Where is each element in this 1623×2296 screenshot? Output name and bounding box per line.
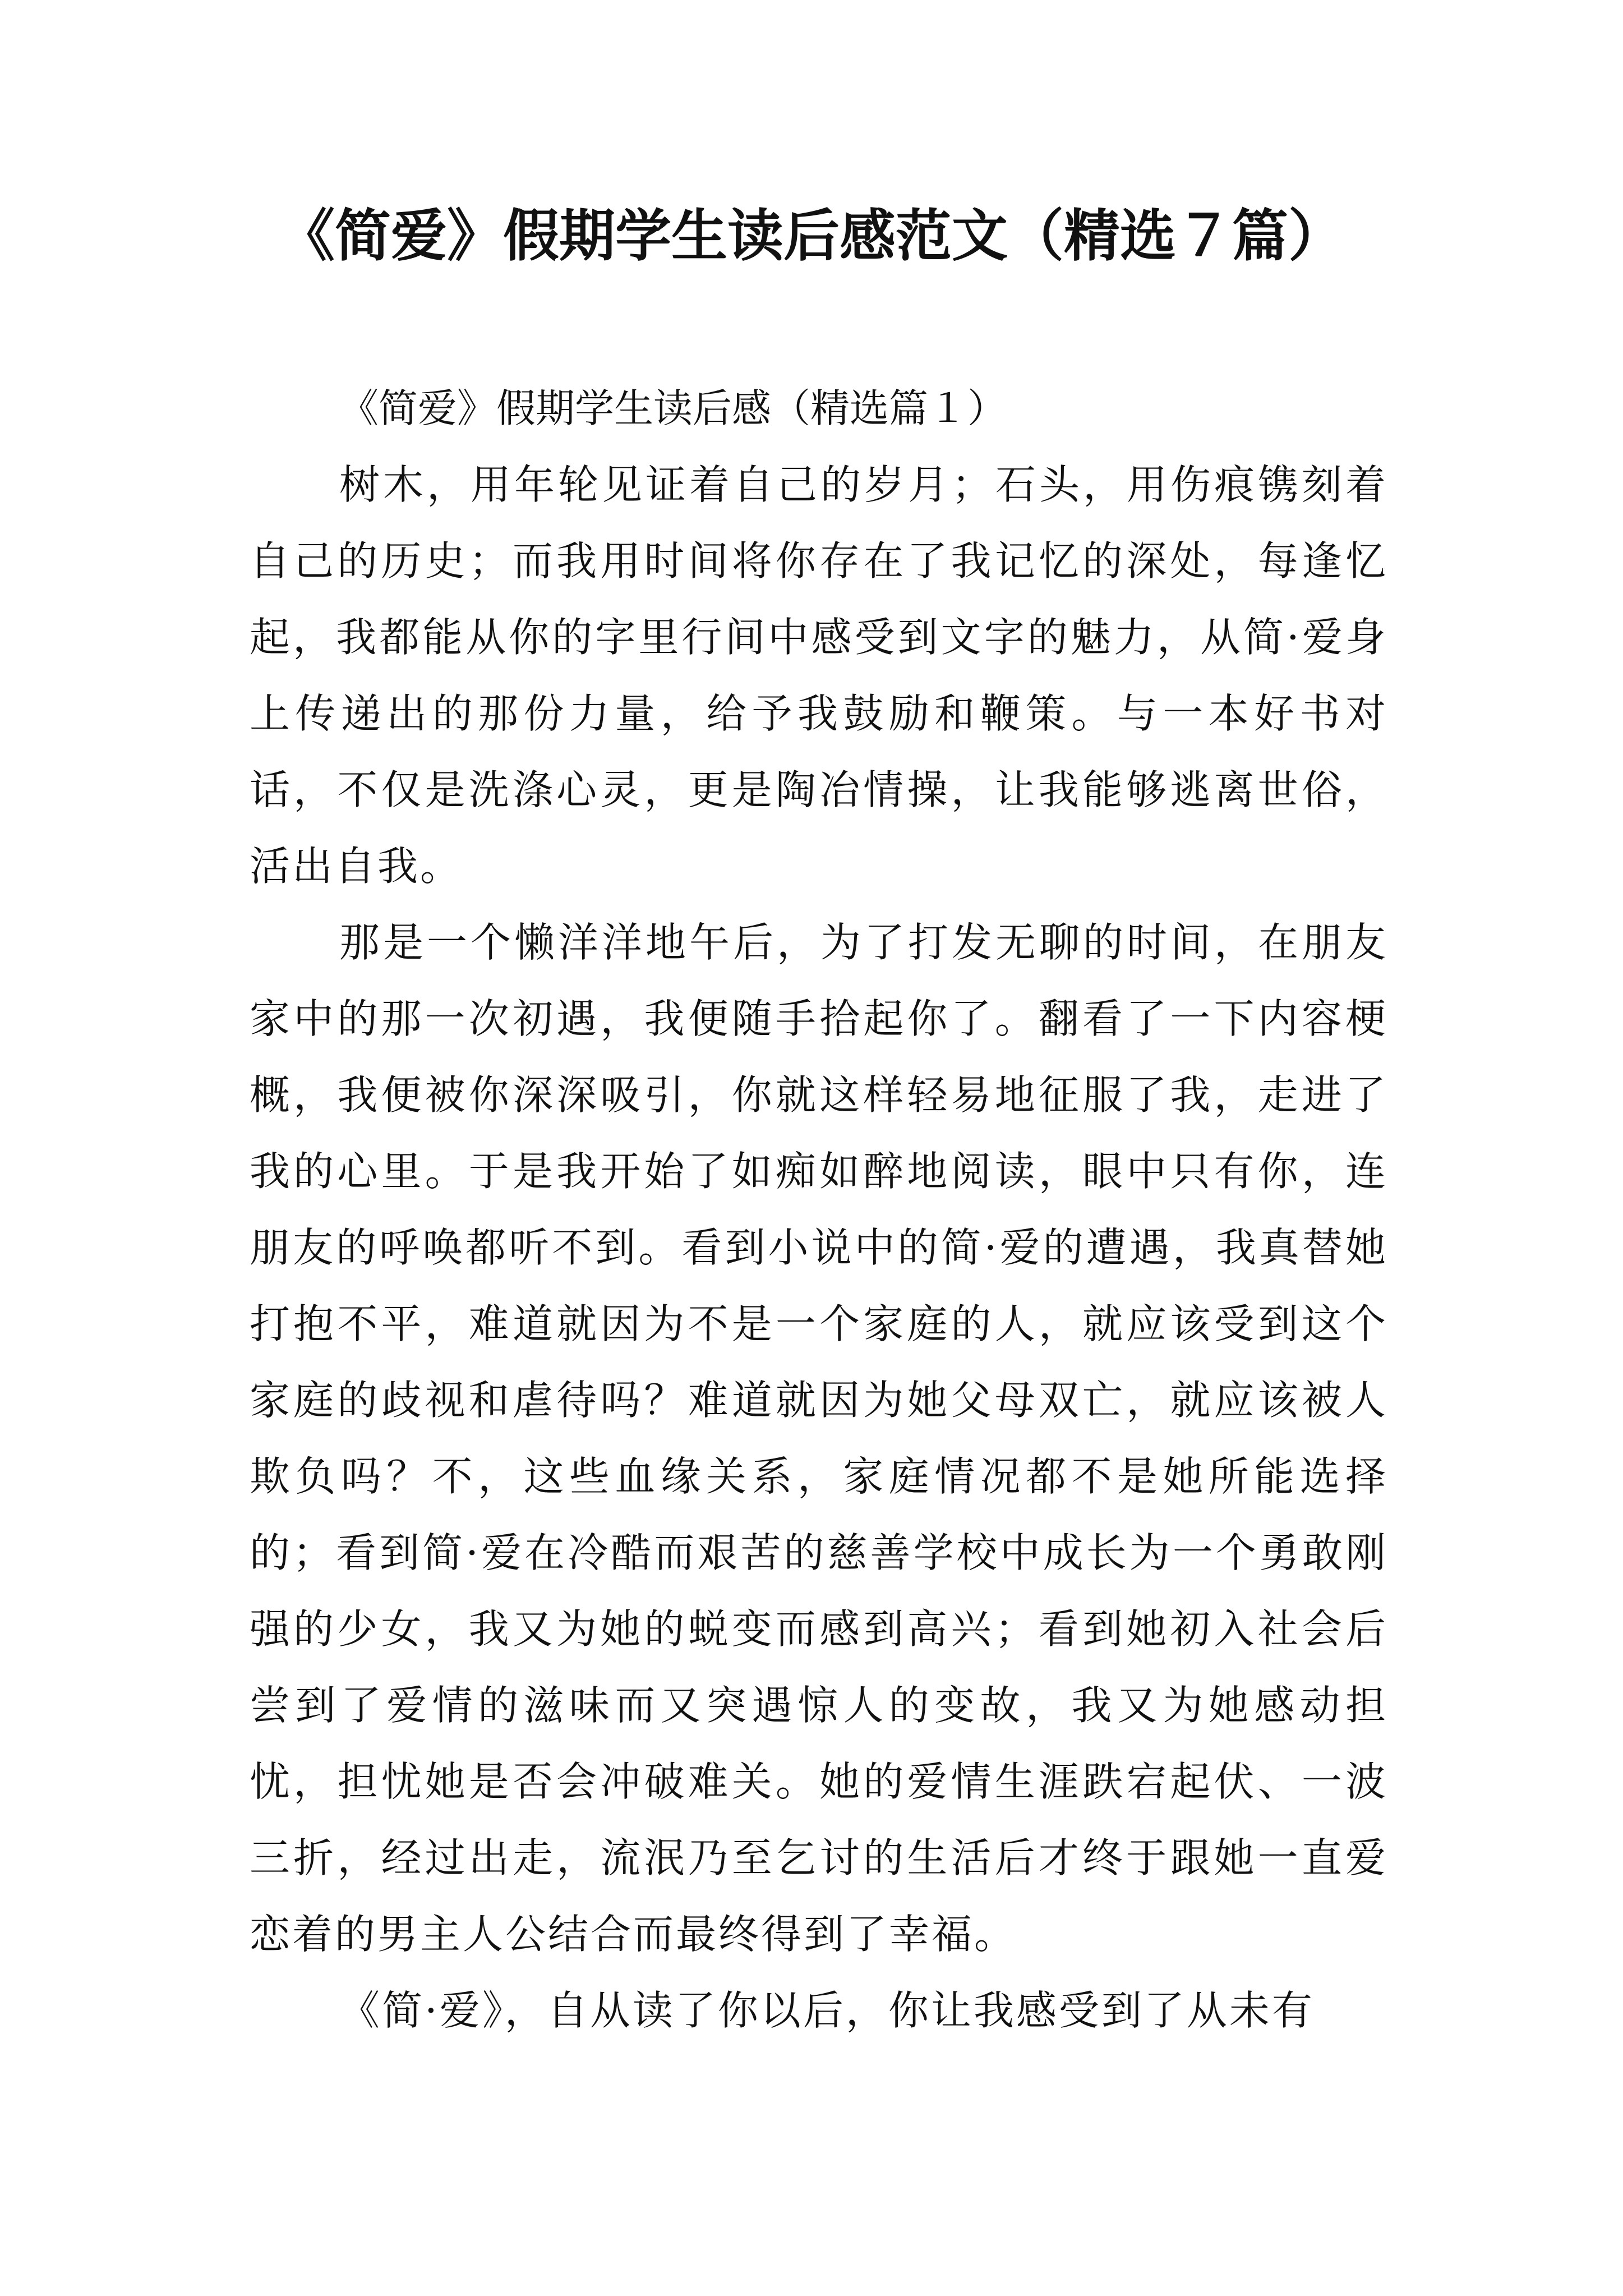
document-body xyxy=(250,370,1388,2049)
paragraph-3: 《简·爱》，自从读了你以后，你让我感受到了从未有 xyxy=(339,1987,1315,2034)
paragraph-1: 树木，用年轮见证着自己的岁月；石头，用伤痕镌刻着自己的历史；而我用时间将你存在了我记忆的深处，每逢忆起，我都能从你的字里行间中感受到文字的魅力，从简·爱身上传递出的那份力量，给予我鼓励和鞭策。与一本好书对话，不仅是洗涤心灵，更是陶冶情操，让我能够逃离世俗，活出自我。 xyxy=(250,461,1388,890)
section-heading: 《简爱》假期学生读后感（精选篇１） xyxy=(339,385,1007,431)
document-title: 《简爱》假期学生读后感范文（精选７篇） xyxy=(279,203,1344,269)
paragraph-2: 那是一个懒洋洋地午后，为了打发无聊的时间，在朋友家中的那一次初遇，我便随手拾起你了。翻看了一下内容梗概，我便被你深深吸引，你就这样轻易地征服了我，走进了我的心里。于是我开始了如痴如醉地阅读，眼中只有你，连朋友的呼唤都听不到。看到小说中的简·爱的遭遇，我真替她打抱不平，难道就因为不是一个家庭的人，就应该受到这个家庭的歧视和虐待吗？难道就因为她父母双亡，就应该被人欺负吗？不，这些血缘关系，家庭情况都不是她所能选择的；看到简·爱在冷酷而艰苦的慈善学校中成长为一个勇敢刚强的少女，我又为她的蜕变而感到高兴；看到她初入社会后尝到了爱情的滋味而又突遇惊人的变故，我又为她感动担忧，担忧她是否会冲破难关。她的爱情生涯跌宕起伏、一波三折，经过出走，流泯乃至乞讨的生活后才终于跟她一直爱恋着的男主人公结合而最终得到了幸福。 xyxy=(250,919,1388,1958)
